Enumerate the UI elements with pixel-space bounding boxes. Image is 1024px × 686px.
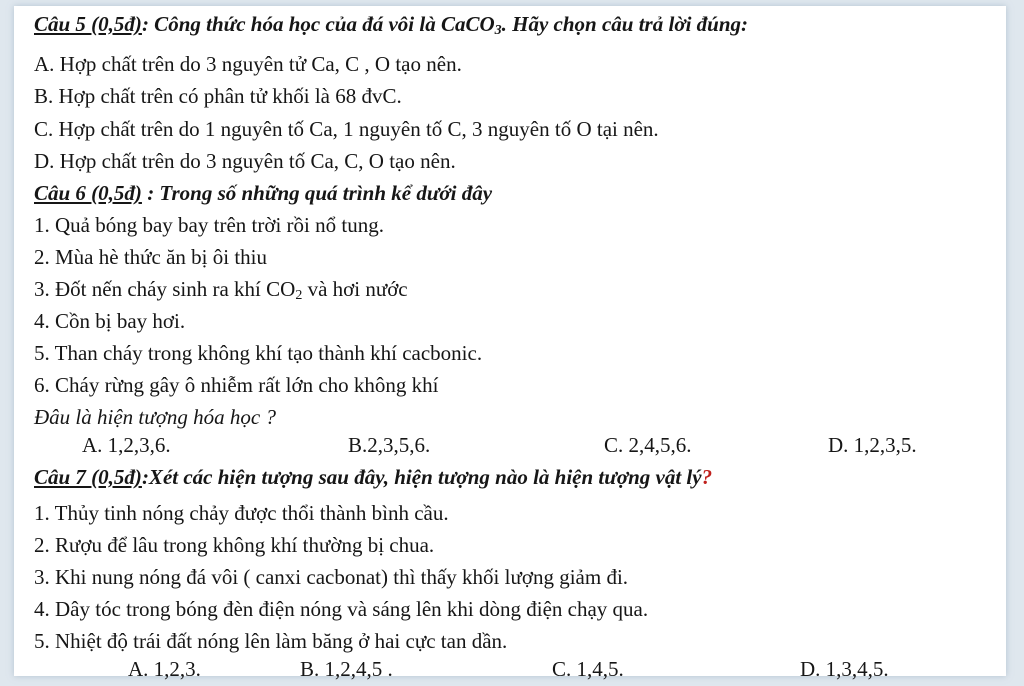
q6-item-2: 2. Mùa hè thức ăn bị ôi thiu xyxy=(34,245,268,269)
q6-question: : Trong số những quá trình kể dưới đây xyxy=(141,181,493,205)
q6-item-3 xyxy=(34,275,408,310)
q7-item-3: 3. Khi nung nóng đá vôi ( canxi cacbonat) thì thấy khối lượng giảm đi. xyxy=(34,565,629,589)
q6-prompt: Đâu là hiện tượng hóa học ? xyxy=(34,405,276,429)
q5-option-a: A. Hợp chất trên do 3 nguyên tử Ca, C , O tạo nên. xyxy=(34,52,462,76)
q6-co2-sub: 2 xyxy=(295,288,303,303)
q6-answer-c: C. 2,4,5,6. xyxy=(604,433,692,457)
q6-item-5: 5. Than cháy trong không khí tạo thành khí cacbonic. xyxy=(34,341,483,365)
q6-co2 xyxy=(266,277,302,301)
q7-label: Câu 7 (0,5đ) xyxy=(34,465,142,489)
q5-formula xyxy=(441,12,502,36)
q7-question-mark: ? xyxy=(701,465,713,489)
q5-title xyxy=(34,10,748,45)
q5-formula-main: CaCO xyxy=(440,12,495,36)
q6-answer-a: A. 1,2,3,6. xyxy=(82,433,171,457)
q6-answer-d: D. 1,2,3,5. xyxy=(828,433,917,457)
q6-answers xyxy=(34,431,996,459)
q7-item-2: 2. Rượu để lâu trong không khí thường bị chua. xyxy=(34,533,435,557)
q7-answer-a: A. 1,2,3. xyxy=(128,657,201,681)
q5-question: : Công thức hóa học của đá vôi là xyxy=(141,12,441,36)
q6-item-3-end: và hơi nước xyxy=(302,277,408,301)
q6-co2-main: CO xyxy=(266,277,296,301)
q6-title xyxy=(34,179,492,207)
q5-option-c: C. Hợp chất trên do 1 nguyên tố Ca, 1 nguyên tố C, 3 nguyên tố O tại nên. xyxy=(34,117,659,141)
q6-label: Câu 6 (0,5đ) xyxy=(34,181,142,205)
q6-item-4: 4. Cồn bị bay hơi. xyxy=(34,309,186,333)
q5-question-end: . Hãy chọn câu trả lời đúng: xyxy=(501,12,749,36)
q7-question: :Xét các hiện tượng sau đây, hiện tượng nào là hiện tượng vật lý xyxy=(141,465,702,489)
q5-label: Câu 5 (0,5đ) xyxy=(34,12,142,36)
q5-option-d: D. Hợp chất trên do 3 nguyên tố Ca, C, O tạo nên. xyxy=(34,149,456,173)
q6-item-6: 6. Cháy rừng gây ô nhiễm rất lớn cho không khí xyxy=(34,373,439,397)
q7-title xyxy=(34,463,712,491)
document-frame xyxy=(14,6,1006,681)
q7-answer-d: D. 1,3,4,5. xyxy=(800,657,889,681)
q7-item-1: 1. Thủy tinh nóng chảy được thổi thành bình cầu. xyxy=(34,501,449,525)
q6-item-3-text: 3. Đốt nến cháy sinh ra khí xyxy=(34,277,267,301)
q7-item-5: 5. Nhiệt độ trái đất nóng lên làm băng ở hai cực tan dần. xyxy=(34,629,508,653)
q6-item-1: 1. Quả bóng bay bay trên trời rồi nổ tung. xyxy=(34,213,384,237)
q6-answer-b: B.2,3,5,6. xyxy=(348,433,431,457)
q5-option-b: B. Hợp chất trên có phân tử khối là 68 đvC. xyxy=(34,84,402,108)
q5-formula-sub: 3 xyxy=(494,23,502,38)
q7-answer-b: B. 1,2,4,5 . xyxy=(300,657,393,681)
q7-item-4: 4. Dây tóc trong bóng đèn điện nóng và sáng lên khi dòng điện chạy qua. xyxy=(34,597,649,621)
q7-answers xyxy=(34,655,996,683)
q7-answer-c: C. 1,4,5. xyxy=(552,657,624,681)
